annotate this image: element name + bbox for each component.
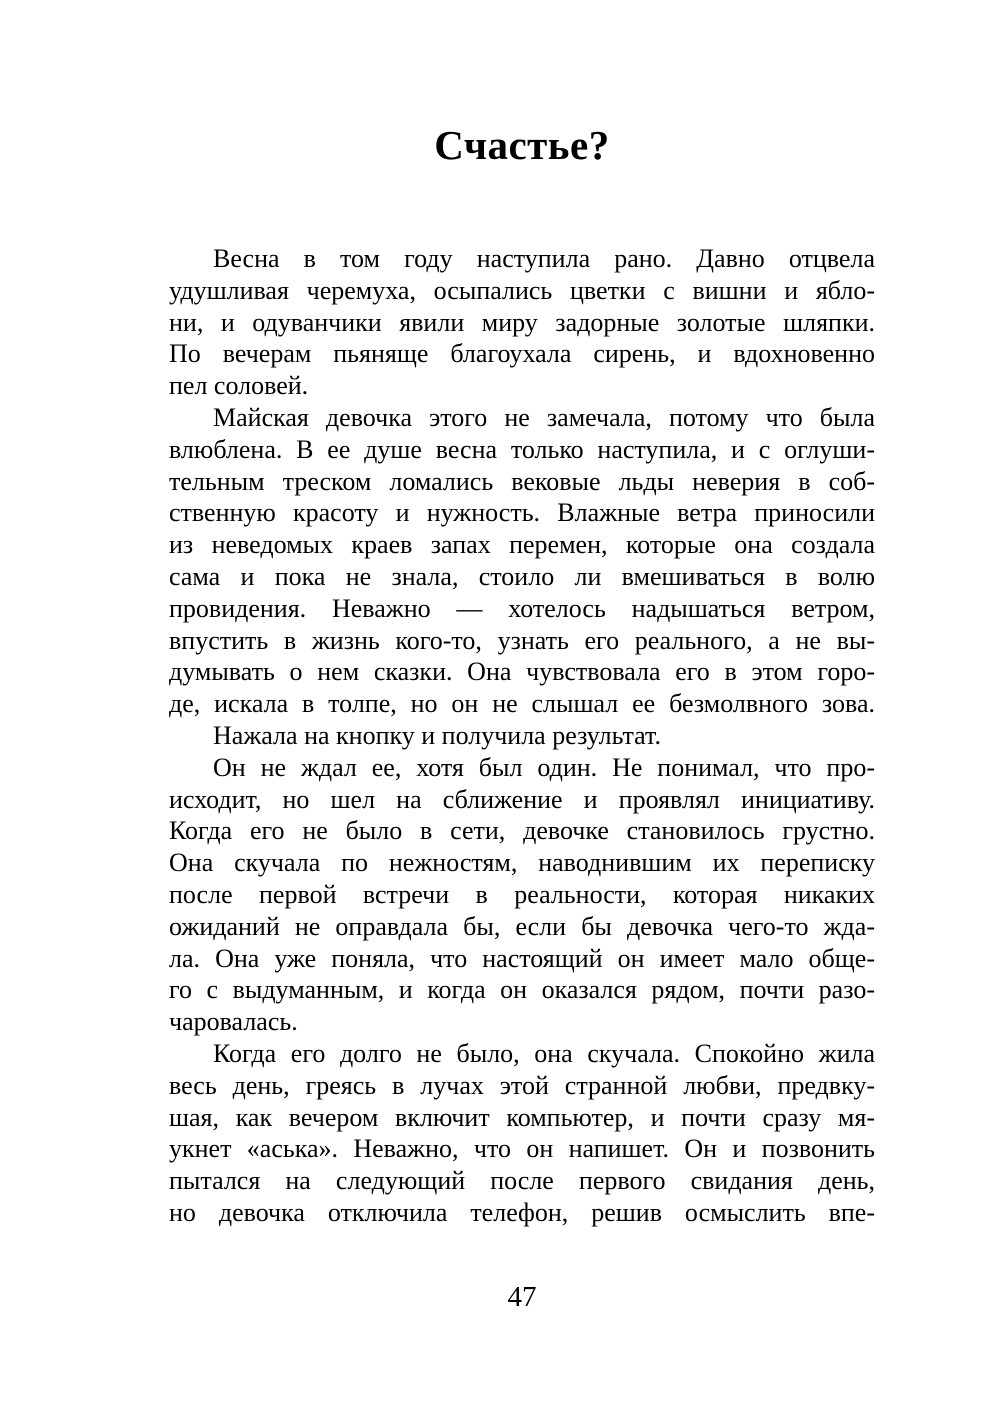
text-line: го с выдуманным, и когда он оказался рядом, почти разо-: [169, 975, 875, 1005]
text-line: впустить в жизнь кого-то, узнать его реального, а не вы-: [169, 625, 875, 655]
text-line: Весна в том году наступила рано. Давно отцвела: [213, 244, 875, 273]
text-line: провидения. Неважно — хотелось надышаться ветром,: [169, 593, 875, 623]
text-line: влюблена. В ее душе весна только наступила, и с оглуши-: [169, 434, 875, 464]
text-line: ла. Она уже поняла, что настоящий он имеет мало обще-: [169, 943, 875, 973]
text-line: Когда его долго не было, она скучала. Спокойно жила: [213, 1038, 875, 1068]
text-line: Он не ждал ее, хотя был один. Не понимал, что про-: [213, 752, 875, 782]
text-line: исходит, но шел на сближение и проявлял инициативу.: [169, 784, 875, 814]
text-line: ственную красоту и нужность. Влажные ветра приносили: [169, 498, 875, 528]
text-line: де, искала в толпе, но он не слышал ее безмолвного зова.: [169, 689, 875, 719]
paragraph: [169, 1038, 875, 1229]
text-line: ожиданий не оправдала бы, если бы девочка чего-то жда-: [169, 911, 875, 941]
paragraph: [169, 402, 875, 720]
text-line: из неведомых краев запах перемен, которые она создала: [169, 530, 875, 560]
text-line: Она скучала по нежностям, наводнившим их переписку: [169, 848, 875, 878]
paragraph: [169, 720, 875, 752]
text-line: По вечерам пьяняще благоухала сирень, и вдохновенно: [169, 339, 875, 369]
text-line: укнет «аська». Неважно, что он напишет. Он и позвонить: [169, 1134, 875, 1164]
body-text: [169, 243, 875, 1229]
text-line: чаровалась.: [169, 1007, 298, 1037]
text-line: Когда его не было в сети, девочке становилось грустно.: [169, 816, 875, 846]
text-line: ни, и одуванчики явили миру задорные золотые шляпки.: [169, 307, 875, 337]
text-line: пытался на следующий после первого свидания день,: [169, 1166, 875, 1196]
paragraph: [169, 243, 875, 402]
text-line: удушливая черемуха, осыпались цветки с вишни и ябло-: [169, 275, 875, 305]
text-line: шая, как вечером включит компьютер, и почти сразу мя-: [169, 1102, 875, 1132]
text-line: Нажала на кнопку и получила результат.: [213, 720, 661, 750]
text-line: после первой встречи в реальности, которая никаких: [169, 879, 875, 909]
text-line: сама и пока не знала, стоило ли вмешиваться в волю: [169, 561, 875, 591]
page-number: 47: [507, 1281, 537, 1313]
paragraph: [169, 752, 875, 1038]
text-line: но девочка отключила телефон, решив осмыслить впе-: [169, 1197, 875, 1227]
page-title: Счастье?: [434, 122, 610, 168]
text-line: Майская девочка этого не замечала, потому что была: [213, 402, 875, 432]
text-line: пел соловей.: [169, 371, 309, 401]
text-line: весь день, греясь в лучах этой странной любви, предвку-: [169, 1070, 875, 1100]
text-line: думывать о нем сказки. Она чувствовала его в этом горо-: [169, 657, 875, 687]
text-line: тельным треском ломались вековые льды неверия в соб-: [169, 466, 875, 496]
